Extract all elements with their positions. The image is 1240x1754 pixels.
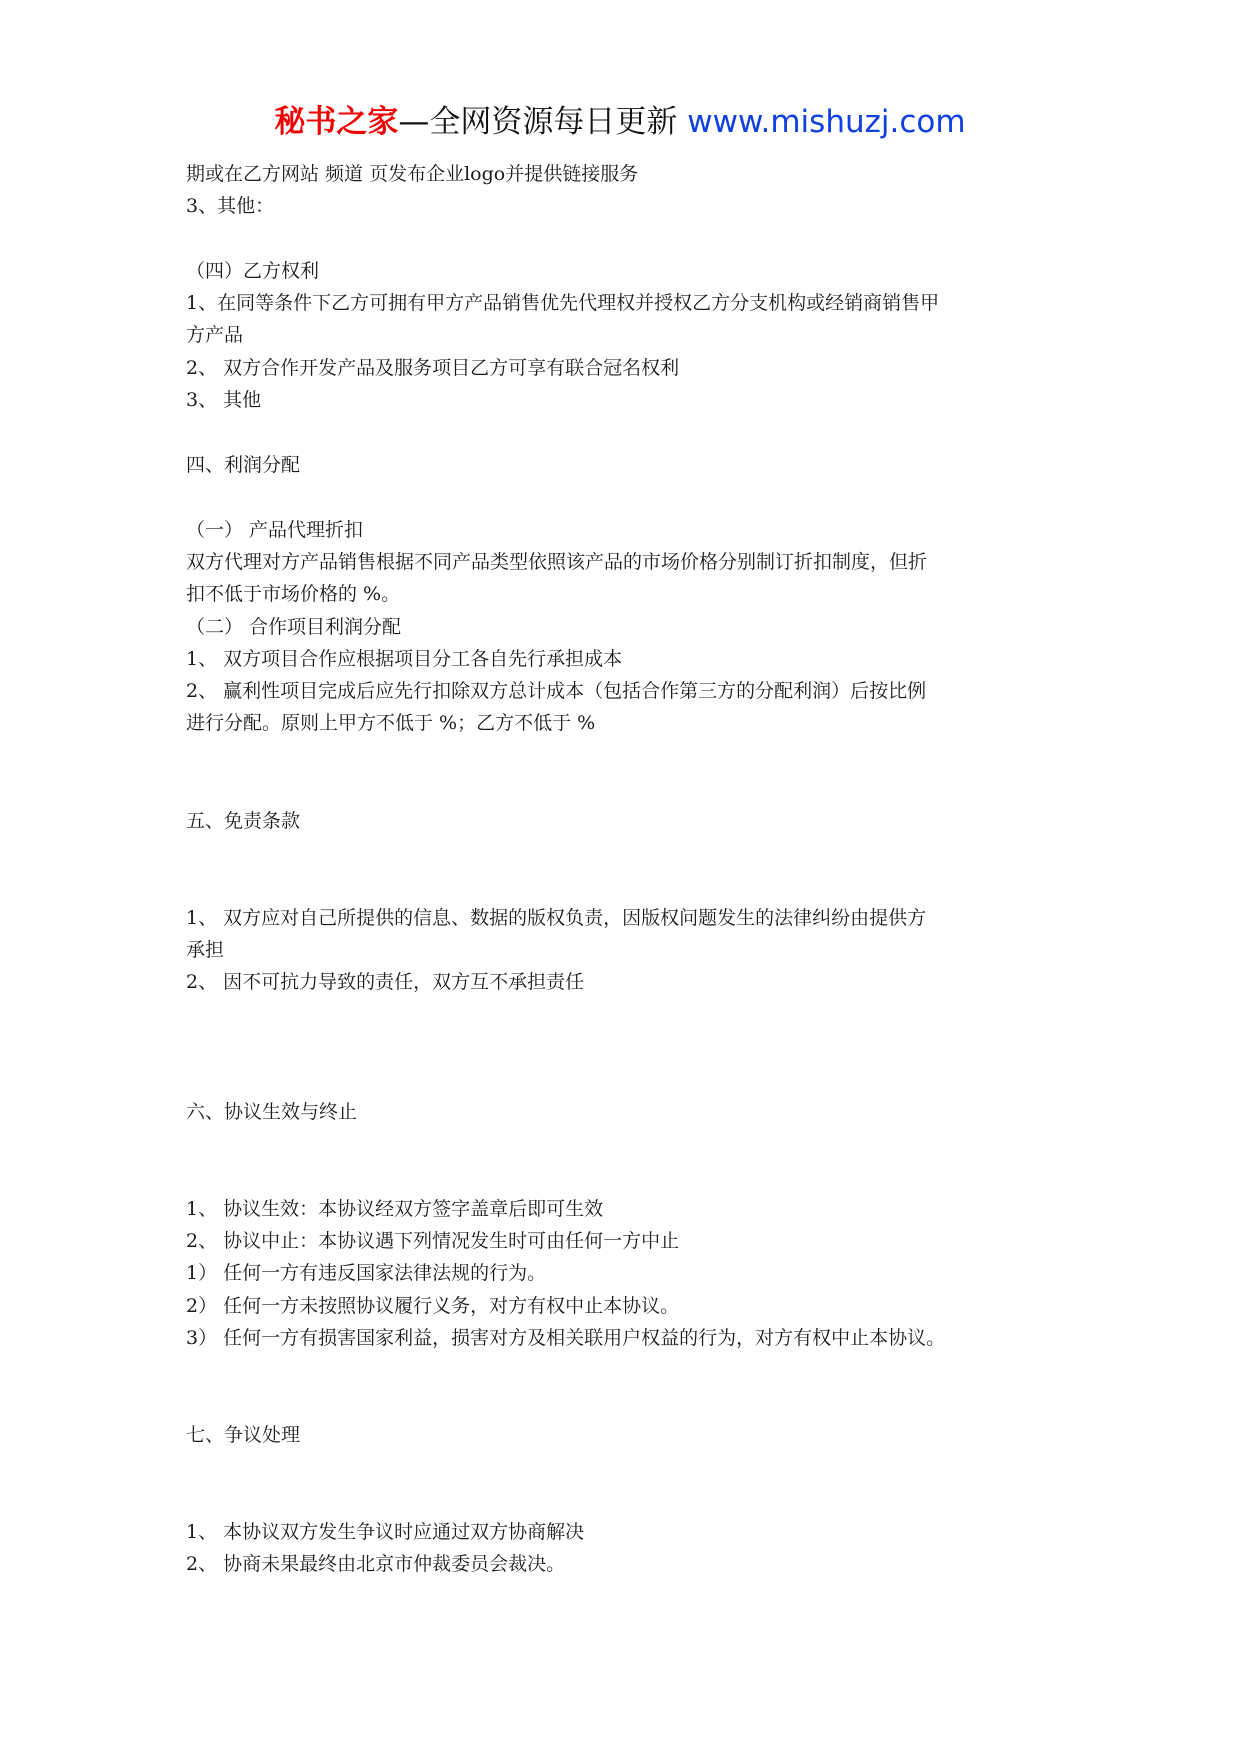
section-heading: 六、协议生效与终止 — [186, 1101, 358, 1123]
section-heading: 五、免责条款 — [186, 810, 301, 832]
section-heading: 七、争议处理 — [186, 1424, 301, 1446]
site-watermark-header — [0, 100, 1240, 144]
text-line: 3） 任何一方有损害国家利益，损害对方及相关联用户权益的行为，对方有权中止本协议。 — [186, 1327, 946, 1349]
section-heading: （二） 合作项目利润分配 — [186, 616, 402, 638]
text-line: 1、 双方项目合作应根据项目分工各自先行承担成本 — [186, 648, 623, 670]
section-heading: 四、利润分配 — [186, 454, 301, 476]
text-line: 2） 任何一方未按照协议履行义务，对方有权中止本协议。 — [186, 1295, 680, 1317]
text-line: 双方代理对方产品销售根据不同产品类型依照该产品的市场价格分别制订折扣制度，但折 — [186, 551, 928, 573]
text-line: 1、 双方应对自己所提供的信息、数据的版权负责，因版权问题发生的法律纠纷由提供方 — [186, 907, 927, 929]
section-heading: （一） 产品代理折扣 — [186, 519, 364, 541]
text-line: 1、 本协议双方发生争议时应通过双方协商解决 — [186, 1521, 585, 1543]
text-line: 3、 其他 — [186, 389, 262, 411]
text-line: 进行分配。原则上甲方不低于 %；乙方不低于 % — [186, 712, 596, 734]
text-line: 1） 任何一方有违反国家法律法规的行为。 — [186, 1262, 547, 1284]
text-line: 2、 协议中止：本协议遇下列情况发生时可由任何一方中止 — [186, 1230, 680, 1252]
site-url-link[interactable]: www.mishuzj.com — [687, 104, 966, 140]
text-line: 1、 协议生效：本协议经双方签字盖章后即可生效 — [186, 1198, 604, 1220]
text-line: 方产品 — [186, 324, 244, 346]
section-heading: （四）乙方权利 — [186, 260, 320, 282]
text-line: 2、 协商未果最终由北京市仲裁委员会裁决。 — [186, 1553, 566, 1575]
brand-name: 秘书之家 — [274, 104, 399, 140]
text-line: 承担 — [186, 939, 225, 961]
text-line: 3、其他： — [186, 195, 275, 217]
text-line: 2、 双方合作开发产品及服务项目乙方可享有联合冠名权利 — [186, 357, 680, 379]
text-line: 2、 因不可抗力导致的责任，双方互不承担责任 — [186, 971, 585, 993]
text-line: 1、在同等条件下乙方可拥有甲方产品销售优先代理权并授权乙方分支机构或经销商销售甲 — [186, 292, 940, 314]
text-line: 2、 赢利性项目完成后应先行扣除双方总计成本（包括合作第三方的分配利润）后按比例 — [186, 680, 927, 702]
brand-tagline: —全网资源每日更新 — [398, 104, 678, 140]
text-line: 期或在乙方网站 频道 页发布企业logo并提供链接服务 — [186, 163, 639, 185]
text-line: 扣不低于市场价格的 %。 — [186, 583, 401, 605]
